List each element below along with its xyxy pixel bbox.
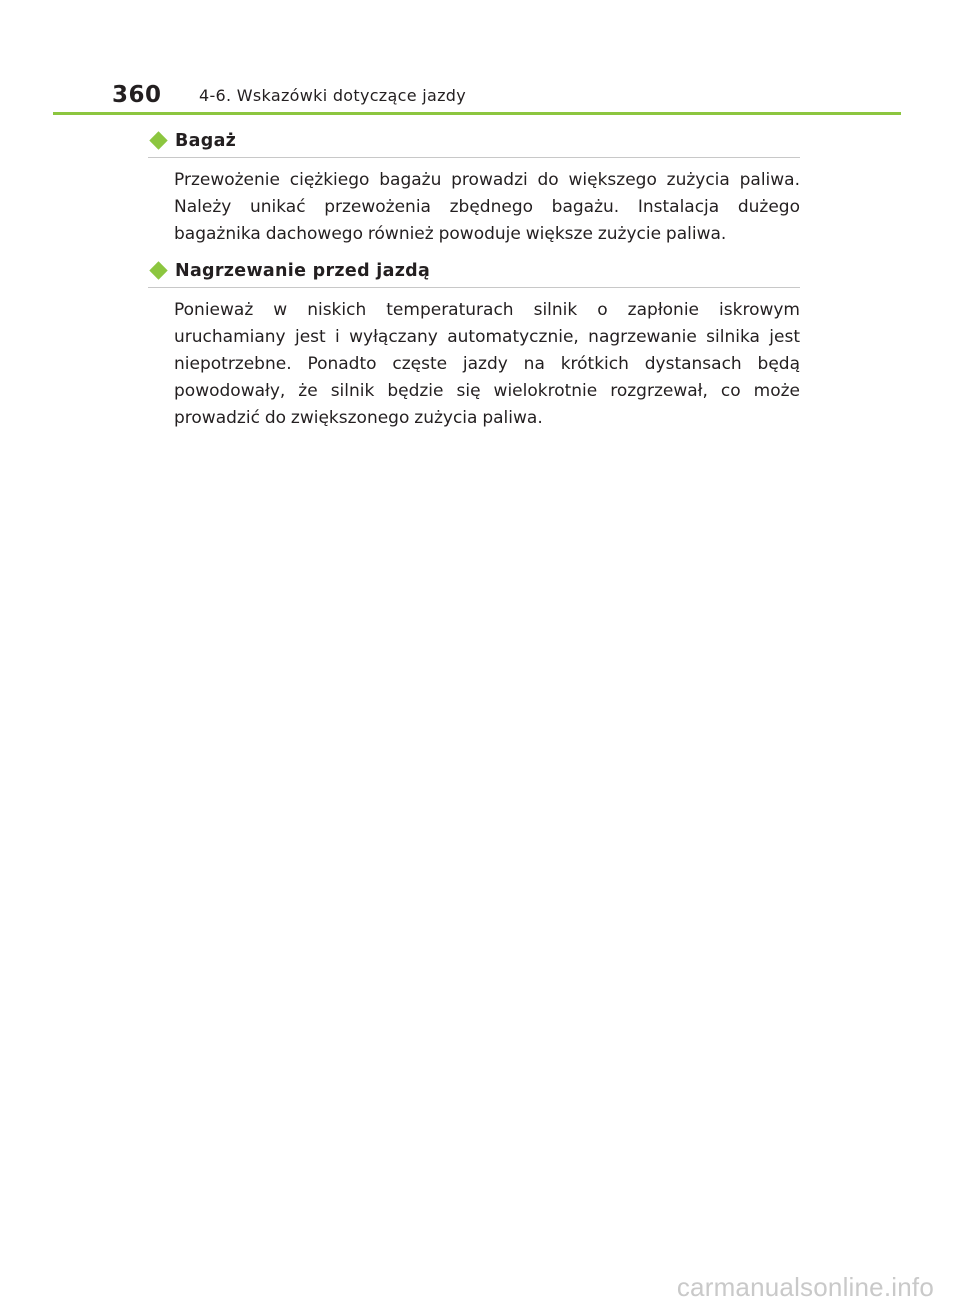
section-heading [148, 258, 800, 288]
page-number: 360 [112, 82, 162, 108]
page-header [112, 80, 812, 110]
section-rule [148, 287, 800, 288]
section-heading [148, 128, 800, 158]
chapter-title: 4-6. Wskazówki dotyczące jazdy [199, 86, 467, 105]
watermark: carmanualsonline.info [676, 1272, 934, 1302]
section-title: Nagrzewanie przed jazdą [175, 261, 431, 281]
section-luggage [148, 128, 800, 248]
section-body: Ponieważ w niskich temperaturach silnik o zapłonie iskrowym uruchamiany jest i wyłączany automatycznie, nagrzewanie silnika jest niepotrzebne. Ponadto częste jazdy na krótkich dystansach będą powodowały, że silnik będzie się wielokrotnie rozgrzewał, co może prowadzić do zwiększonego zużycia paliwa. [174, 300, 800, 428]
header-rule [53, 112, 901, 115]
section-body: Przewożenie ciężkiego bagażu prowadzi do większego zużycia paliwa. Należy unikać przewożenia zbędnego bagażu. Instalacja dużego bagażnika dachowego również powoduje większe zużycie paliwa. [174, 170, 800, 244]
diamond-bullet-icon [149, 261, 167, 279]
section-warmup [148, 258, 800, 432]
diamond-bullet-icon [149, 131, 167, 149]
section-title: Bagaż [175, 131, 237, 151]
section-rule [148, 157, 800, 158]
